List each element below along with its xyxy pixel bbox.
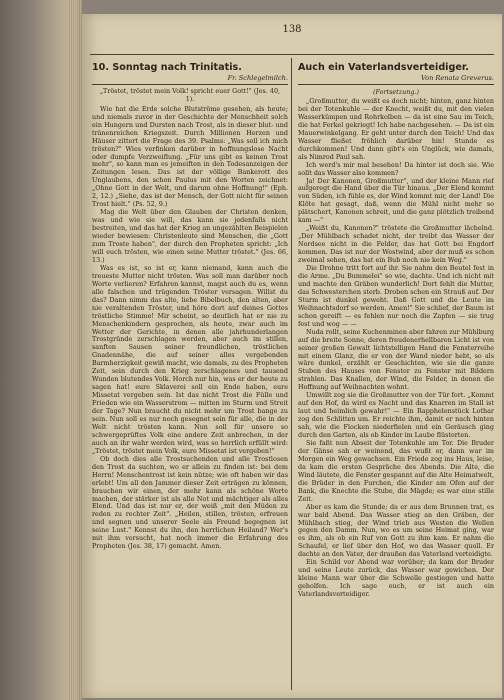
story-author: Von Renata Greverus.: [298, 74, 494, 85]
top-rule: [90, 54, 494, 55]
story-paragraph: Ein Schild vor Abend war vorüber; da kam der Bruder und seine Leute zurück, das Wasser war gewichen. Der kleine Mann war über die Schwelle gestiegen und hatte geholfen. Ich sage euch, er ist auch ein Vaterlandsverteidiger.: [298, 558, 494, 599]
book-spine: [0, 0, 78, 700]
sermon-author: Fr. Schlegelmilch.: [92, 74, 288, 85]
story-paragraph: „Weißt du, Kanonen?" tröstete die Großmutter lächelnd. „Der Mühlbach schadet nicht, der treibt das Wasser der Nordsee nicht in die Felder, das hat Gott bei Engdorf kommen. Das ist nur der Westwind, aber der muß es schon zweimal sehen, das hat ein Bub noch nie kein Weg.": [298, 224, 494, 265]
story-paragraph: Sie faßt nun Abseit der Totenkuhle am Tor. Die Bruder der Gänse sah er weinend, das wußt er, dann war im Morgen ein Weg gewachsen. Ein Friede zog ins Haus, leise, da kam die ersten Gespräche des Abends. Die Alte, die Wind läutete, die Fenster gespannt auf die Alte Heimatwelt, die Brüder in den Furchen, die Kinder am Ofen auf der Bank, die Knechte die Stube, die Mägde; es war eine stille Zeit.: [298, 438, 494, 503]
story-title: Auch ein Vaterlandsverteidiger.: [298, 62, 469, 73]
story-paragraph: Umwillt zog sie die Großmutter von der Tür fort. „Kommt auf den Hof, da wird es Nacht und das Knarren im Stall ist laut und heimlich gewahr!" — Ein Rapphelenstück Lothar zog den Schlitten um. Er reichte ihm, damit er nach hinten sah, wie die Flocken niederfielen und ein Geräusch ging durch den Garten, als ob Kinder im Laube flüsterten.: [298, 391, 494, 440]
story-paragraph: Aber es kam die Stunde; da er aus dem Brunnen trat, es war bald Abend. Das Wasser stieg an den Gräben, der Mühlbach stieg, der Wind trieb aus Westen die Wellen gegen den Damm. Nun, wo es um seine Heimat ging, war es ihm, als ob ein Ruf von Gott zu ihm kam. Er nahm die Schaufel, er lief über den Hof, wo das Wasser quoll. Er dachte an den Vater, der draußen das Vaterland verteidigte.: [298, 502, 494, 559]
left-column-sermon: [92, 62, 288, 692]
sermon-title: 10. Sonntag nach Trinitatis.: [92, 62, 242, 73]
column-divider: [291, 58, 292, 690]
story-paragraph: Nuda rollt, seine Kuchenminen aber fahren zur Mühlburg auf die breite Sonne, deren freudenerhellbaren Licht ist von seiner großen Gewalt lichtstelligen Hand die Fensterreihe mit einem Glanz, die er von der Wand nieder hebt, so als wäre dunkel, erzählt er Geschichten, wie sie die ganze Stuben des Hauses von Fenster zu Fenster mit Bildern strahlen. Das Knallen, der Wind, die Felder, in denen die Hoffnung auf Weihnachten wohnt.: [298, 327, 494, 392]
story-paragraph: Ja! Der Kanonen, Großmutter", und der kleine Mann rief aufgeregt die Hand über die Tür hinaus. „Der Elend kommt von Süden, ich fühle es, der Wind kommt mir, der Land! Die Klöte hat gesagt, daß, wenn die Mühl nicht mehr so plätschert, Kanonen schreit, und die ganz plötzlich treibend kam —": [298, 176, 494, 225]
page-edges: [68, 0, 82, 700]
sermon-paragraph: Ob doch dies alle Trostsuchenden und alle Trostlosen den Trost da suchten, wo er allein zu finden ist: bei dem Herrn! Menschentrost ist kein nütze; wie oft haben wir das erlebt! Um all den Jammer dieser Zeit erträgen zu können, brauchen wir einen, der mehr kann als schöne Worte machen, der stärker ist als alle Not und mächtiger als alles Elend. Und das ist nur er, der weiß „mit den Müden zu reden zu rechter Zeit". „Heilen, stillen, trösten, erfreuen und segnen und unserer Seele als Freund begegnen ist seine Lust." Kennst du ihn, den herrlichen Heiland? Wer's mit ihm versucht, hat noch immer die Erfahrung des Propheten (Jes. 38, 17) gemacht. Amen.: [92, 454, 288, 551]
book-page: [82, 14, 502, 698]
story-paragraph: Ich werd's mir mal besehen! Da hinter ist doch sie. Wie sollt das Wasser also kommen?: [298, 160, 494, 177]
sermon-paragraph: Mag die Welt über den Glauben der Christen denken, was und wie sie will, das kann sie jedenfalls nicht bestreiten, und das hat der Krieg an ungezählten Beispielen wieder bewiesen: Christenleute sind Menschen, die „Gott zum Troste haben", der durch den Propheten spricht: „Ich will euch trösten, wie einen seine Mutter tröstet." (Jes. 66, 13.): [92, 208, 288, 264]
story-paragraph: Die Drohne tritt fort auf ihr. Sie nahm den Beutel fest in die Arme. „Du Bummelei" so wie, dachte. Und ich nicht mit und machte den Gräben wunderlich! Dort fehlt die Mutter, das Schwesterchen sterb. Droben schen ein Strauß auf. Der Sturm ist dunkel geweht. Daß Gott und die Leute im Weihnachtsdorf so werden. Amen!" Sie schlief, der Baum ist schon gereift — es fehlen nur noch die Zapfen — sie trug fest und wog — —: [298, 264, 494, 328]
story-continuation-note: (Fortsetzung.): [373, 88, 419, 96]
sermon-paragraph: Wie hat die Erde solche Blutströme gesehen, als heute; und niemals zuvor in der Geschichte der Menschheit solch ein Hungern und Dursten nach Trost, als in dieser blut- und tränenreichen Kriegszeit. Durch Millionen Herzen und Häuser zittert die Frage des 39. Psalms: „Was soll ich mich trösten?" Wies verfinken darüber in hoffnungslose Nacht oder dumpfe Verzweiflung. „Für uns gibt es keinen Trost mehr", so kann man es jemeiften in den Todesanzeigen der Zeitungen lesen. Das ist der völlige Bankerott des Unglaubens, den schon Paulus mit den Worten zeichnet: „Ohne Gott in der Welt, und darum ohne Hoffnung!" (Eph. 2, 12.) „Siehe, das ist der Mensch, der Gott nicht für seinen Trost hielt." (Ps. 52, 9.): [92, 104, 288, 209]
story-paragraph: „Großmutter, du weißt es doch nicht; hinten, ganz hinten bei der Totenkuhle — der Knecht, weißt du, mit den vielen Wasserkümpen und Rohrkolben — da ist eine Sau im Teich, die hat Ferkel gekriegt! Ich habe nachgesehen. — Da ist ein Mauerwinkelgang. Er geht unter durch den Teich! Und das Wasser fließet fröhlich darüber hin! Stunde es durchkommen! Und dann gibt's ein Unglück, wie damals, als Nimrod Paul sah.: [298, 97, 494, 161]
right-column-story: [298, 62, 494, 692]
page-number: 138: [282, 24, 302, 35]
sermon-motto: „Tröstet, tröstet mein Volk! spricht euer Gott!" (Jes. 40, 1).: [99, 87, 281, 103]
sermon-paragraph: Was es ist, so ist er, kann niemand, kann auch die treueste Mutter nicht trösten. Was soll man darüber noch Worte verlieren? Erfahren kannst, magst auch du es, wenn alle falschen und trügenden Tröster versagen. Willst du das? Dann nimm das alte, liebe Bibelbuch, den alten, aber nie veraltenden Tröster, und höre dort auf deines Gottes tröstliche Stimme! Mir scheint, so deutlich hat er nie zu Menschenkindern gesprochen, als heute, zwar auch im Wetter der Gerichte, in denen alle jahrhunderlangen Trostgründe zerschlagen werden, aber auch im stillen, sanften Sausen seiner freundlichen, tröstlichen Gnadennähe, die auf seiner alles vergebenden Barmherzigkeit gewiß macht, wie damals, zu des Propheten Zeit, sein durch den Krieg zerschlagenes und tausend Wunden blutendes Volk. Horch nur hin, was er der heute zu sagen hat! eure Sklaverei soll ein Ende haben, eure Missetat vergeben sein. Ist das nicht Trost die Fülle und Frieden wie ein Wasserstrom — mitten im Sturm und Streit der Tage? Nun braucht du nicht mehr um Trost bange zu sein. Nun soll es nur noch gesegnet sein für alle, die in der Welt nicht trösten kann. Nun soll für unsere so schwergeprüftes Volk eine andere Zeit anbrechen, in der auch an ihr wahr werden wird, was so herrlich erfüllt wird: „Tröstet, tröstet mein Volk, eure Missetat ist vergeben!": [92, 263, 288, 455]
